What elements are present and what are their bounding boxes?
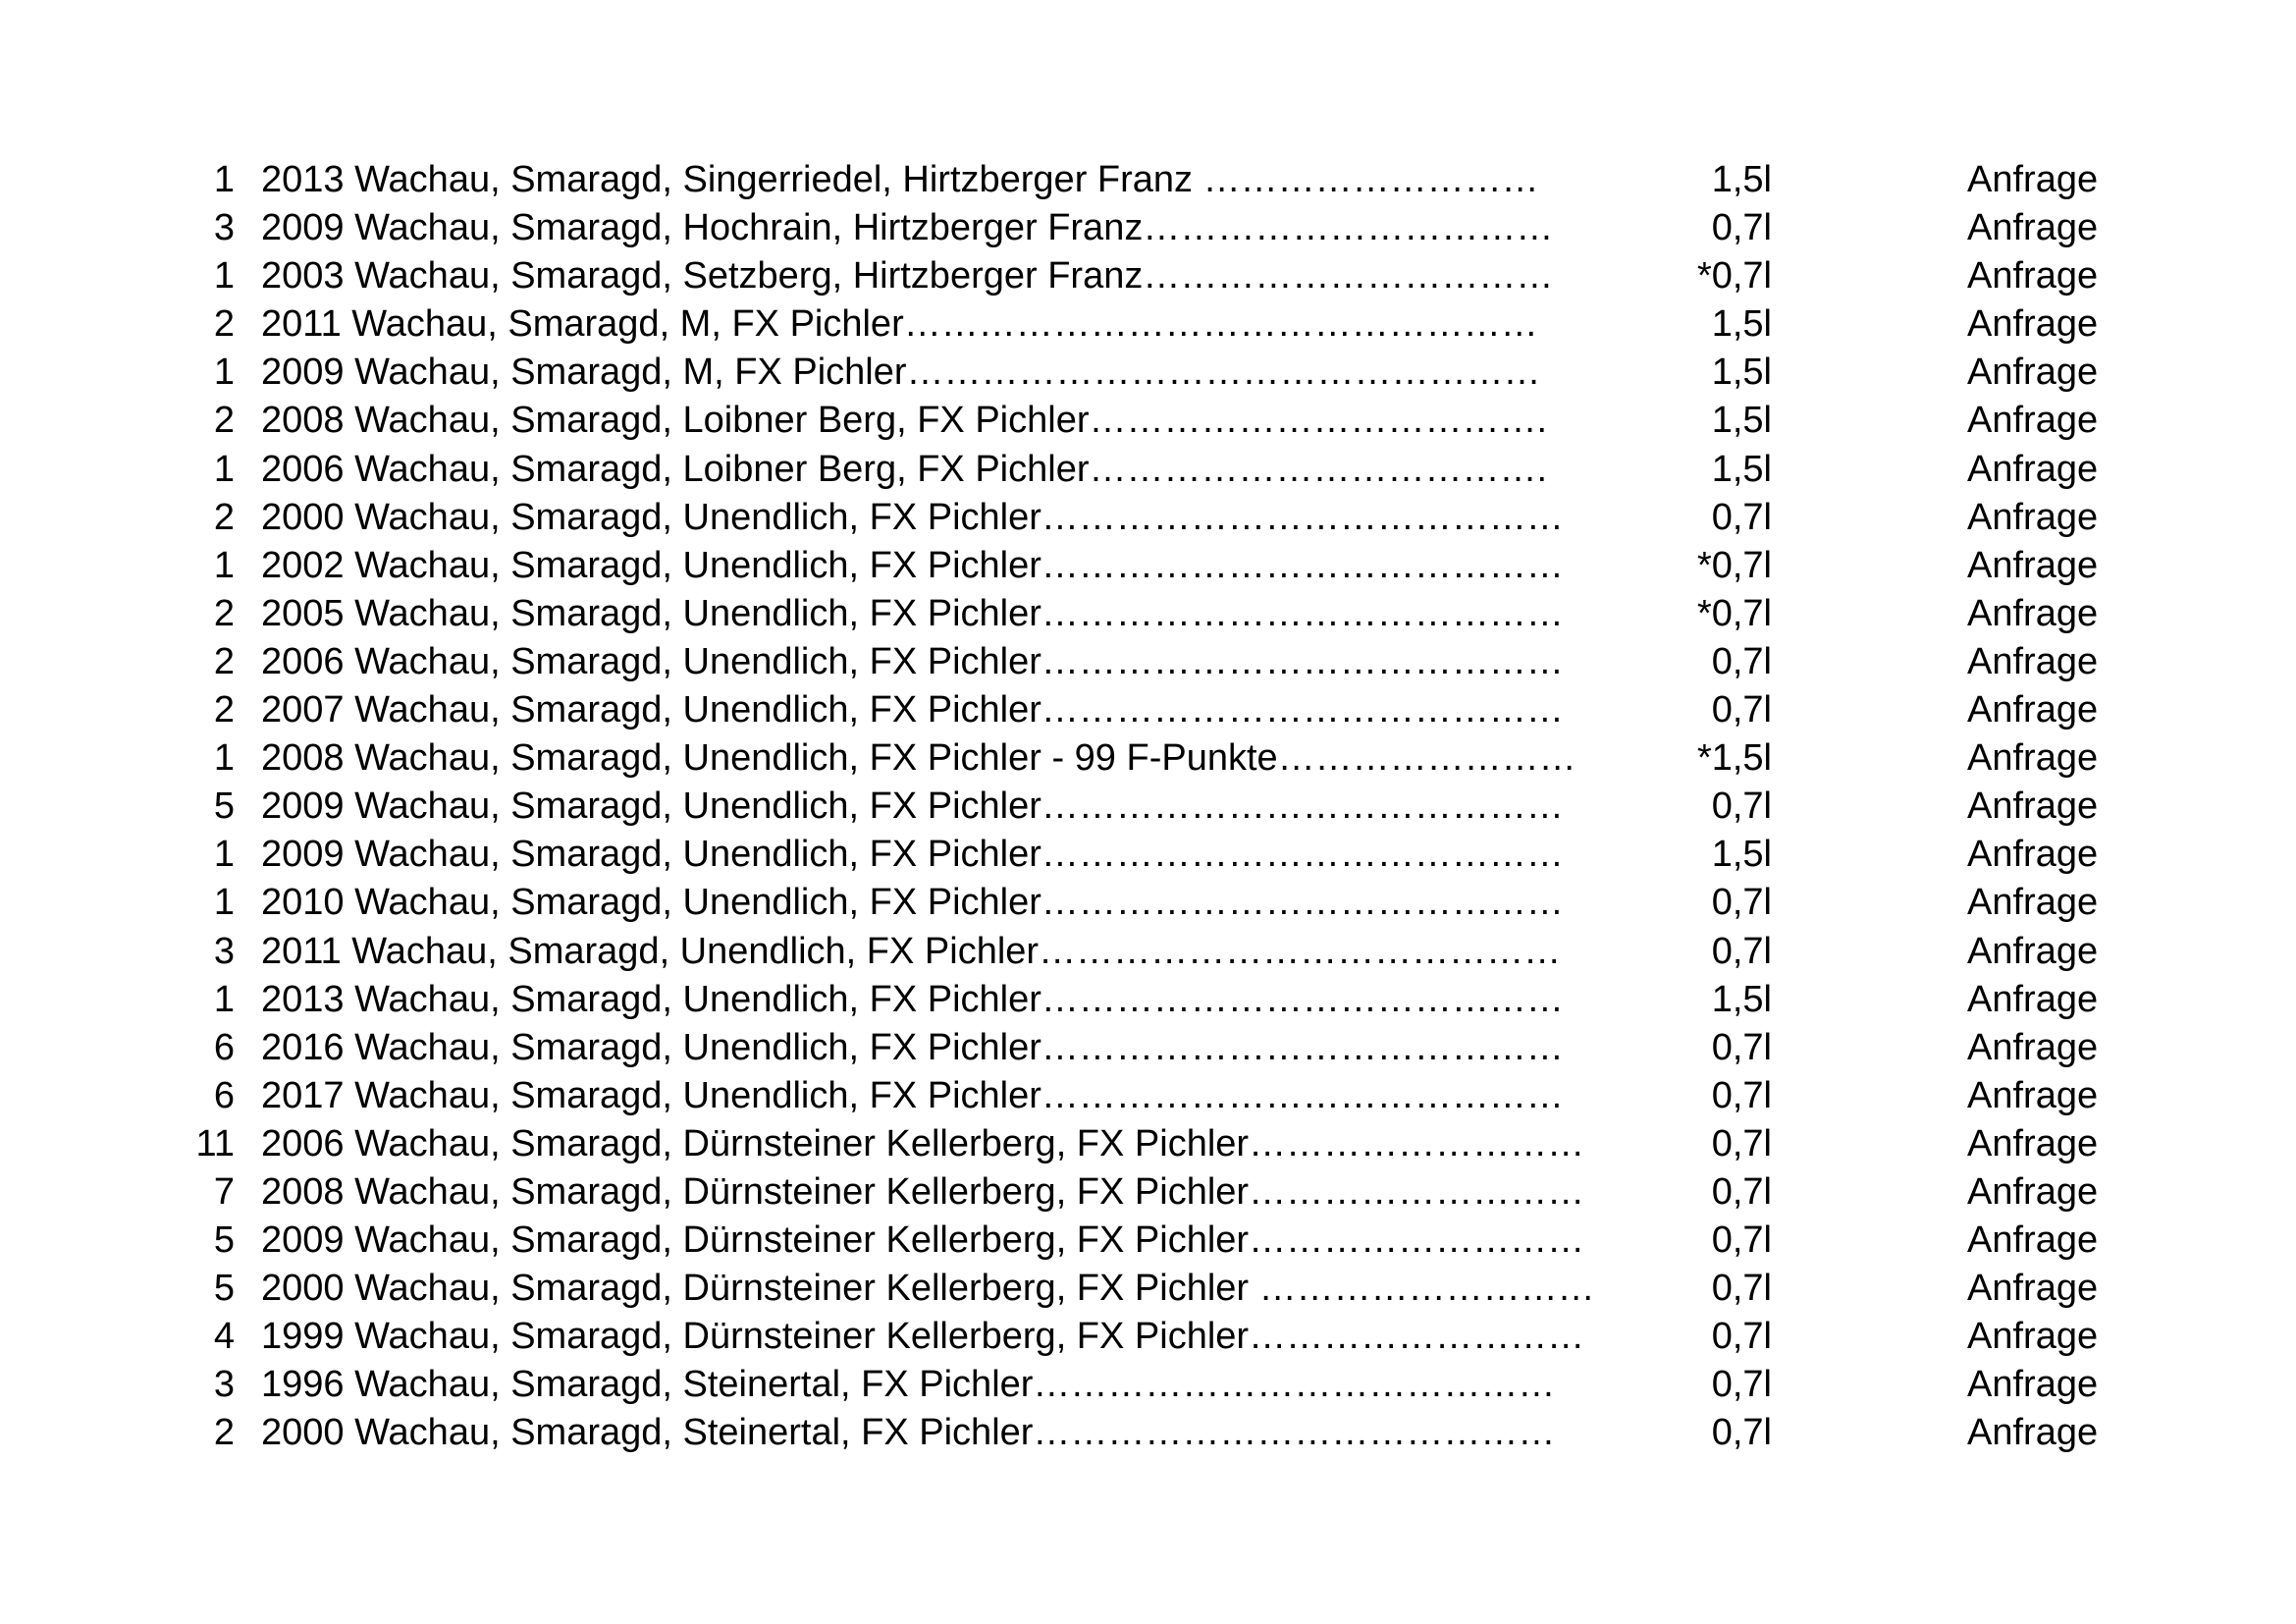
quantity: 3 bbox=[213, 930, 235, 972]
wine-description: 2002 Wachau, Smaragd, Unendlich, FX Pichler…………………………………… bbox=[261, 544, 1564, 586]
bottle-volume: 0,7l bbox=[1711, 496, 1772, 538]
price: Anfrage bbox=[1967, 1170, 2099, 1213]
list-item bbox=[0, 831, 2296, 879]
price: Anfrage bbox=[1967, 255, 2099, 298]
wine-description: 2009 Wachau, Smaragd, Unendlich, FX Pichler…………………………………… bbox=[261, 785, 1564, 828]
price: Anfrage bbox=[1967, 352, 2099, 394]
list-item bbox=[0, 349, 2296, 397]
list-item bbox=[0, 156, 2296, 204]
list-item bbox=[0, 879, 2296, 927]
wine-description: 1996 Wachau, Smaragd, Steinertal, FX Pichler…………………………………… bbox=[261, 1364, 1556, 1406]
price: Anfrage bbox=[1967, 159, 2099, 200]
quantity: 4 bbox=[213, 1316, 235, 1358]
bottle-volume: 0,7l bbox=[1711, 1170, 1772, 1213]
wine-description: 1999 Wachau, Smaragd, Dürnsteiner Kellerberg, FX Pichler……………………… bbox=[261, 1316, 1585, 1358]
wine-description: 2000 Wachau, Smaragd, Steinertal, FX Pichler…………………………………… bbox=[261, 1412, 1556, 1454]
bottle-volume: 0,7l bbox=[1711, 1122, 1772, 1164]
price: Anfrage bbox=[1967, 207, 2099, 249]
bottle-volume: 0,7l bbox=[1711, 689, 1772, 731]
wine-description: 2009 Wachau, Smaragd, Unendlich, FX Pichler…………………………………… bbox=[261, 834, 1564, 876]
quantity: 6 bbox=[213, 1026, 235, 1068]
list-item bbox=[0, 1072, 2296, 1120]
bottle-volume: 0,7l bbox=[1711, 1074, 1772, 1116]
bottle-volume: 0,7l bbox=[1711, 882, 1772, 924]
price: Anfrage bbox=[1967, 400, 2099, 442]
quantity: 6 bbox=[213, 1074, 235, 1116]
wine-description: 2013 Wachau, Smaragd, Unendlich, FX Pichler…………………………………… bbox=[261, 978, 1564, 1020]
price: Anfrage bbox=[1967, 978, 2099, 1020]
list-item bbox=[0, 1409, 2296, 1457]
list-item bbox=[0, 1313, 2296, 1361]
price: Anfrage bbox=[1967, 930, 2099, 972]
list-item bbox=[0, 1217, 2296, 1265]
price: Anfrage bbox=[1967, 640, 2099, 682]
bottle-volume: 0,7l bbox=[1711, 1412, 1772, 1454]
price: Anfrage bbox=[1967, 1316, 2099, 1358]
price: Anfrage bbox=[1967, 882, 2099, 924]
bottle-volume: 1,5l bbox=[1711, 159, 1772, 200]
quantity: 1 bbox=[213, 834, 235, 876]
wine-description: 2008 Wachau, Smaragd, Unendlich, FX Pichler - 99 F-Punkte…………………… bbox=[261, 737, 1576, 780]
quantity: 5 bbox=[213, 1219, 235, 1262]
wine-description: 2009 Wachau, Smaragd, Dürnsteiner Kellerberg, FX Pichler……………………… bbox=[261, 1219, 1585, 1262]
price: Anfrage bbox=[1967, 1074, 2099, 1116]
wine-description: 2006 Wachau, Smaragd, Loibner Berg, FX Pichler………………………………. bbox=[261, 448, 1548, 490]
list-item bbox=[0, 204, 2296, 252]
quantity: 2 bbox=[213, 496, 235, 538]
wine-description: 2009 Wachau, Smaragd, Hochrain, Hirtzberger Franz…………………………… bbox=[261, 207, 1554, 249]
quantity: 2 bbox=[213, 1412, 235, 1454]
wine-description: 2000 Wachau, Smaragd, Unendlich, FX Pichler…………………………………… bbox=[261, 496, 1564, 538]
quantity: 2 bbox=[213, 689, 235, 731]
bottle-volume: 0,7l bbox=[1711, 1268, 1772, 1310]
list-item bbox=[0, 1168, 2296, 1217]
bottle-volume: *0,7l bbox=[1696, 592, 1772, 634]
bottle-volume: 0,7l bbox=[1711, 1219, 1772, 1262]
bottle-volume: 1,5l bbox=[1711, 834, 1772, 876]
list-item bbox=[0, 446, 2296, 494]
price: Anfrage bbox=[1967, 1364, 2099, 1406]
list-item bbox=[0, 1024, 2296, 1072]
price: Anfrage bbox=[1967, 496, 2099, 538]
wine-description: 2016 Wachau, Smaragd, Unendlich, FX Pichler…………………………………… bbox=[261, 1026, 1564, 1068]
list-item bbox=[0, 976, 2296, 1024]
bottle-volume: 1,5l bbox=[1711, 400, 1772, 442]
price: Anfrage bbox=[1967, 1122, 2099, 1164]
wine-description: 2011 Wachau, Smaragd, M, FX Pichler…………………………………………… bbox=[261, 303, 1538, 346]
wine-description: 2003 Wachau, Smaragd, Setzberg, Hirtzberger Franz…………………………… bbox=[261, 255, 1554, 298]
quantity: 1 bbox=[213, 159, 235, 200]
bottle-volume: 1,5l bbox=[1711, 303, 1772, 346]
price: Anfrage bbox=[1967, 592, 2099, 634]
bottle-volume: 0,7l bbox=[1711, 1026, 1772, 1068]
price: Anfrage bbox=[1967, 303, 2099, 346]
list-item bbox=[0, 590, 2296, 638]
wine-description: 2009 Wachau, Smaragd, M, FX Pichler…………………………………………… bbox=[261, 352, 1541, 394]
quantity: 2 bbox=[213, 400, 235, 442]
price: Anfrage bbox=[1967, 1268, 2099, 1310]
bottle-volume: 0,7l bbox=[1711, 207, 1772, 249]
list-item bbox=[0, 252, 2296, 300]
wine-description: 2017 Wachau, Smaragd, Unendlich, FX Pichler…………………………………… bbox=[261, 1074, 1564, 1116]
quantity: 1 bbox=[213, 544, 235, 586]
price: Anfrage bbox=[1967, 737, 2099, 780]
price: Anfrage bbox=[1967, 1219, 2099, 1262]
list-item bbox=[0, 783, 2296, 831]
wine-description: 2008 Wachau, Smaragd, Dürnsteiner Kellerberg, FX Pichler……………………… bbox=[261, 1170, 1585, 1213]
quantity: 2 bbox=[213, 303, 235, 346]
price: Anfrage bbox=[1967, 834, 2099, 876]
price: Anfrage bbox=[1967, 448, 2099, 490]
list-item bbox=[0, 300, 2296, 349]
quantity: 5 bbox=[213, 785, 235, 828]
bottle-volume: *1,5l bbox=[1696, 737, 1772, 780]
quantity: 3 bbox=[213, 1364, 235, 1406]
wine-description: 2006 Wachau, Smaragd, Unendlich, FX Pichler…………………………………… bbox=[261, 640, 1564, 682]
bottle-volume: 0,7l bbox=[1711, 930, 1772, 972]
bottle-volume: 1,5l bbox=[1711, 352, 1772, 394]
price: Anfrage bbox=[1967, 785, 2099, 828]
quantity: 2 bbox=[213, 640, 235, 682]
list-item bbox=[0, 1120, 2296, 1168]
list-item bbox=[0, 686, 2296, 734]
list-item bbox=[0, 494, 2296, 542]
quantity: 1 bbox=[213, 352, 235, 394]
quantity: 5 bbox=[213, 1268, 235, 1310]
quantity: 11 bbox=[195, 1122, 235, 1164]
quantity: 3 bbox=[213, 207, 235, 249]
bottle-volume: *0,7l bbox=[1696, 544, 1772, 586]
bottle-volume: 1,5l bbox=[1711, 448, 1772, 490]
quantity: 1 bbox=[213, 882, 235, 924]
price: Anfrage bbox=[1967, 1026, 2099, 1068]
list-item bbox=[0, 1361, 2296, 1409]
wine-description: 2013 Wachau, Smaragd, Singerriedel, Hirtzberger Franz ……………………… bbox=[261, 159, 1539, 200]
bottle-volume: 0,7l bbox=[1711, 1316, 1772, 1358]
list-item bbox=[0, 928, 2296, 976]
wine-description: 2005 Wachau, Smaragd, Unendlich, FX Pichler…………………………………… bbox=[261, 592, 1564, 634]
bottle-volume: *0,7l bbox=[1696, 255, 1772, 298]
price: Anfrage bbox=[1967, 689, 2099, 731]
quantity: 1 bbox=[213, 255, 235, 298]
wine-list bbox=[0, 156, 2296, 1458]
wine-description: 2006 Wachau, Smaragd, Dürnsteiner Kellerberg, FX Pichler……………………… bbox=[261, 1122, 1585, 1164]
quantity: 1 bbox=[213, 978, 235, 1020]
list-item bbox=[0, 1265, 2296, 1313]
bottle-volume: 1,5l bbox=[1711, 978, 1772, 1020]
wine-description: 2000 Wachau, Smaragd, Dürnsteiner Kellerberg, FX Pichler ……………………… bbox=[261, 1268, 1595, 1310]
bottle-volume: 0,7l bbox=[1711, 640, 1772, 682]
wine-description: 2011 Wachau, Smaragd, Unendlich, FX Pichler…………………………………… bbox=[261, 930, 1562, 972]
bottle-volume: 0,7l bbox=[1711, 785, 1772, 828]
quantity: 7 bbox=[213, 1170, 235, 1213]
quantity: 2 bbox=[213, 592, 235, 634]
list-item bbox=[0, 734, 2296, 783]
list-item bbox=[0, 638, 2296, 686]
wine-description: 2010 Wachau, Smaragd, Unendlich, FX Pichler…………………………………… bbox=[261, 882, 1564, 924]
bottle-volume: 0,7l bbox=[1711, 1364, 1772, 1406]
price: Anfrage bbox=[1967, 544, 2099, 586]
wine-description: 2007 Wachau, Smaragd, Unendlich, FX Pichler…………………………………… bbox=[261, 689, 1564, 731]
quantity: 1 bbox=[213, 448, 235, 490]
wine-description: 2008 Wachau, Smaragd, Loibner Berg, FX Pichler………………………………. bbox=[261, 400, 1548, 442]
price: Anfrage bbox=[1967, 1412, 2099, 1454]
quantity: 1 bbox=[213, 737, 235, 780]
list-item bbox=[0, 542, 2296, 590]
list-item bbox=[0, 397, 2296, 445]
